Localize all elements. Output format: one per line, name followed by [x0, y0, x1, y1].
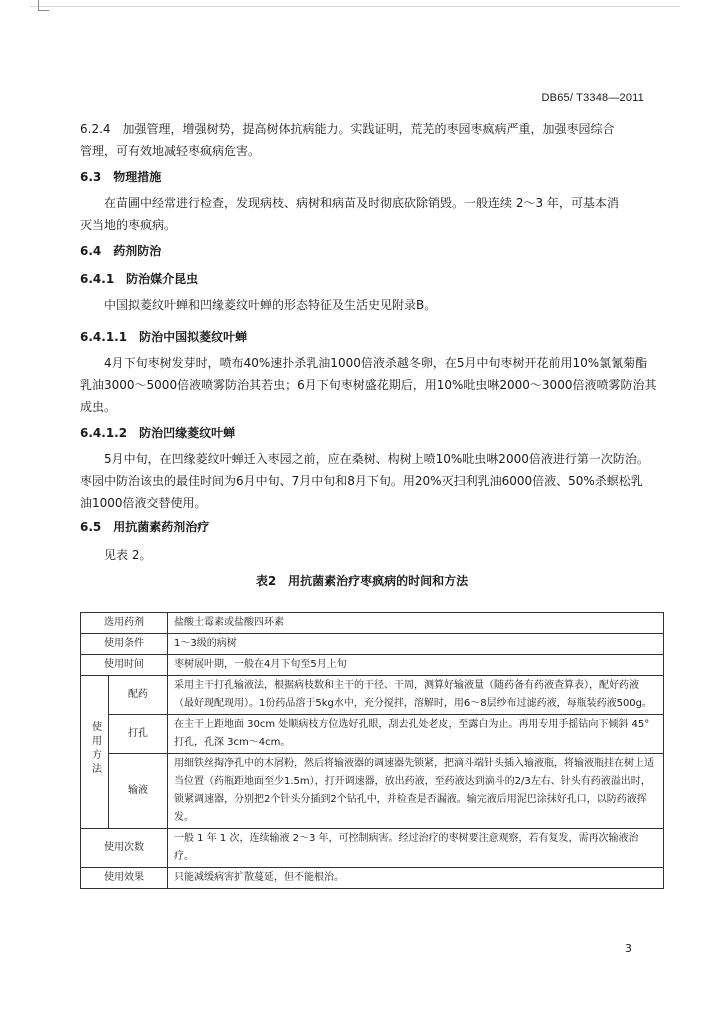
sub-label: 配药: [108, 676, 167, 715]
section-title: 物理措施: [113, 170, 162, 184]
row-value: 采用主干打孔输液法，根据病枝数和主干的干径、干周，测算好输液量（随药备有药液查算表），配好药液（最好现配现用）。1份药品溶于5kg水中，充分搅拌，溶解时，用6～8层纱布过滤药液，每瓶装药液500g。: [168, 676, 664, 715]
paragraph-6-4-1-1: [80, 352, 664, 418]
heading-6-4-1: [80, 268, 198, 290]
row-label: 使用效果: [81, 868, 168, 889]
paragraph-line: 成虫。: [80, 400, 117, 414]
section-title: 用抗菌素药剂治疗: [113, 520, 210, 534]
section-title: 防治中国拟菱纹叶蝉: [139, 330, 248, 344]
row-label: 使用次数: [81, 829, 168, 868]
section-number: 6.4: [80, 244, 102, 258]
section-number: 6.3: [80, 170, 102, 184]
section-number: 6.5: [80, 520, 102, 534]
table-caption: 表2 用抗菌素治疗枣疯病的时间和方法: [255, 574, 469, 588]
table-row: [81, 868, 664, 889]
paragraph-6-5: 见表 2。: [104, 548, 152, 562]
table-row: [81, 655, 664, 676]
row-label: 使用时间: [81, 655, 168, 676]
crop-mark: [38, 0, 49, 11]
sub-label: 输液: [108, 754, 167, 829]
heading-6-4-1-1: [80, 326, 247, 348]
top-rule: [30, 6, 680, 7]
heading-6-4-1-2: [80, 422, 235, 444]
row-value: 1～3级的病树: [168, 634, 664, 655]
paragraph-6-4-1-2: [80, 448, 664, 514]
section-title: 药剂防治: [113, 244, 162, 258]
sub-label: 打孔: [108, 715, 167, 754]
table-row: [81, 829, 664, 868]
paragraph-line: 5月中旬，在凹缘菱纹叶蝉迁入枣园之前，应在桑树、构树上喷10%吡虫啉2000倍液进行第一次防治。: [104, 452, 649, 466]
section-title: 防治凹缘菱纹叶蝉: [139, 426, 236, 440]
row-value: 盐酸土霉素或盐酸四环素: [168, 613, 664, 634]
row-label: 使用条件: [81, 634, 168, 655]
section-number: 6.2.4: [80, 122, 111, 136]
standard-code: DB65/ T3348—2011: [541, 92, 644, 104]
section-text: 加强管理，增强树势，提高树体抗病能力。实践证明，荒芜的枣园枣疯病严重，加强枣园综合: [122, 122, 615, 136]
method-label: 使用方法: [89, 720, 101, 777]
table-row: [81, 715, 664, 754]
paragraph-line: 乳油3000～5000倍液喷雾防治其若虫；6月下旬枣树盛花期后，用10%吡虫啉2000～3000倍液喷雾防治其: [80, 378, 657, 392]
row-label: 选用药剂: [81, 613, 168, 634]
heading-6-3: [80, 166, 161, 188]
row-value: 用细铁丝掏净孔中的木屑粉，然后将输液器的调速器先锁紧，把滴斗端针头插入输液瓶，将输液瓶挂在树上适当位置（药瓶距地面至少1.5m），打开调速器，放出药液，至药液达到滴斗的2/3左右、针头有药液溢出时，锁紧调速器，分别把2个针头分插到2个钻孔中，并检查是否漏液。输完液后用泥巴涂抹好孔口，以防药液挥发。: [168, 754, 664, 829]
section-6-2-4: [80, 118, 660, 162]
row-value: 只能减缓病害扩散蔓延，但不能根治。: [168, 868, 664, 889]
paragraph-6-4-1: 中国拟菱纹叶蝉和凹缘菱纹叶蝉的形态特征及生活史见附录B。: [104, 298, 437, 312]
paragraph-6-3: [80, 192, 660, 236]
row-value: 一般 1 年 1 次，连续输液 2～3 年，可控制病害。经过治疗的枣树要注意观察，若有复发，需再次输液治疗。: [168, 829, 664, 868]
row-value: 在主干上距地面 30cm 处顺病枝方位选好孔眼，刮去孔处老皮，至露白为止。再用专用手摇钻向下倾斜 45°打孔，孔深 3cm～4cm。: [168, 715, 664, 754]
table-row: [81, 634, 664, 655]
row-value: 枣树展叶期，一般在4月下旬至5月上旬: [168, 655, 664, 676]
table-2: [80, 612, 664, 889]
section-text-cont: 管理，可有效地减轻枣疯病危害。: [80, 144, 261, 158]
section-number: 6.4.1: [80, 272, 115, 286]
section-number: 6.4.1.2: [80, 426, 128, 440]
heading-6-4: [80, 240, 161, 262]
paragraph-line: 枣园中防治该虫的最佳时间为6月中旬、7月中旬和8月下旬。用20%灭扫利乳油6000倍液、50%杀螟松乳: [80, 474, 643, 488]
paragraph-line: 4月下旬枣树发芽时，喷布40%速扑杀乳油1000倍液杀越冬卵，在5月中旬枣树开花前用10%氯氰菊酯: [104, 356, 648, 370]
paragraph-line: 油1000倍液交替使用。: [80, 496, 207, 510]
page-number: 3: [625, 942, 632, 955]
paragraph-line: 在苗圃中经常进行检查，发现病枝、病树和病苗及时彻底砍除销毁。一般连续 2～3 年，可基本消: [104, 196, 619, 210]
paragraph-line: 灭当地的枣疯病。: [80, 218, 177, 232]
heading-6-5: [80, 516, 209, 538]
table-row: [81, 613, 664, 634]
section-number: 6.4.1.1: [80, 330, 128, 344]
table-row: [81, 754, 664, 829]
section-title: 防治媒介昆虫: [126, 272, 199, 286]
method-label-cell: [81, 676, 109, 829]
table-row: [81, 676, 664, 715]
